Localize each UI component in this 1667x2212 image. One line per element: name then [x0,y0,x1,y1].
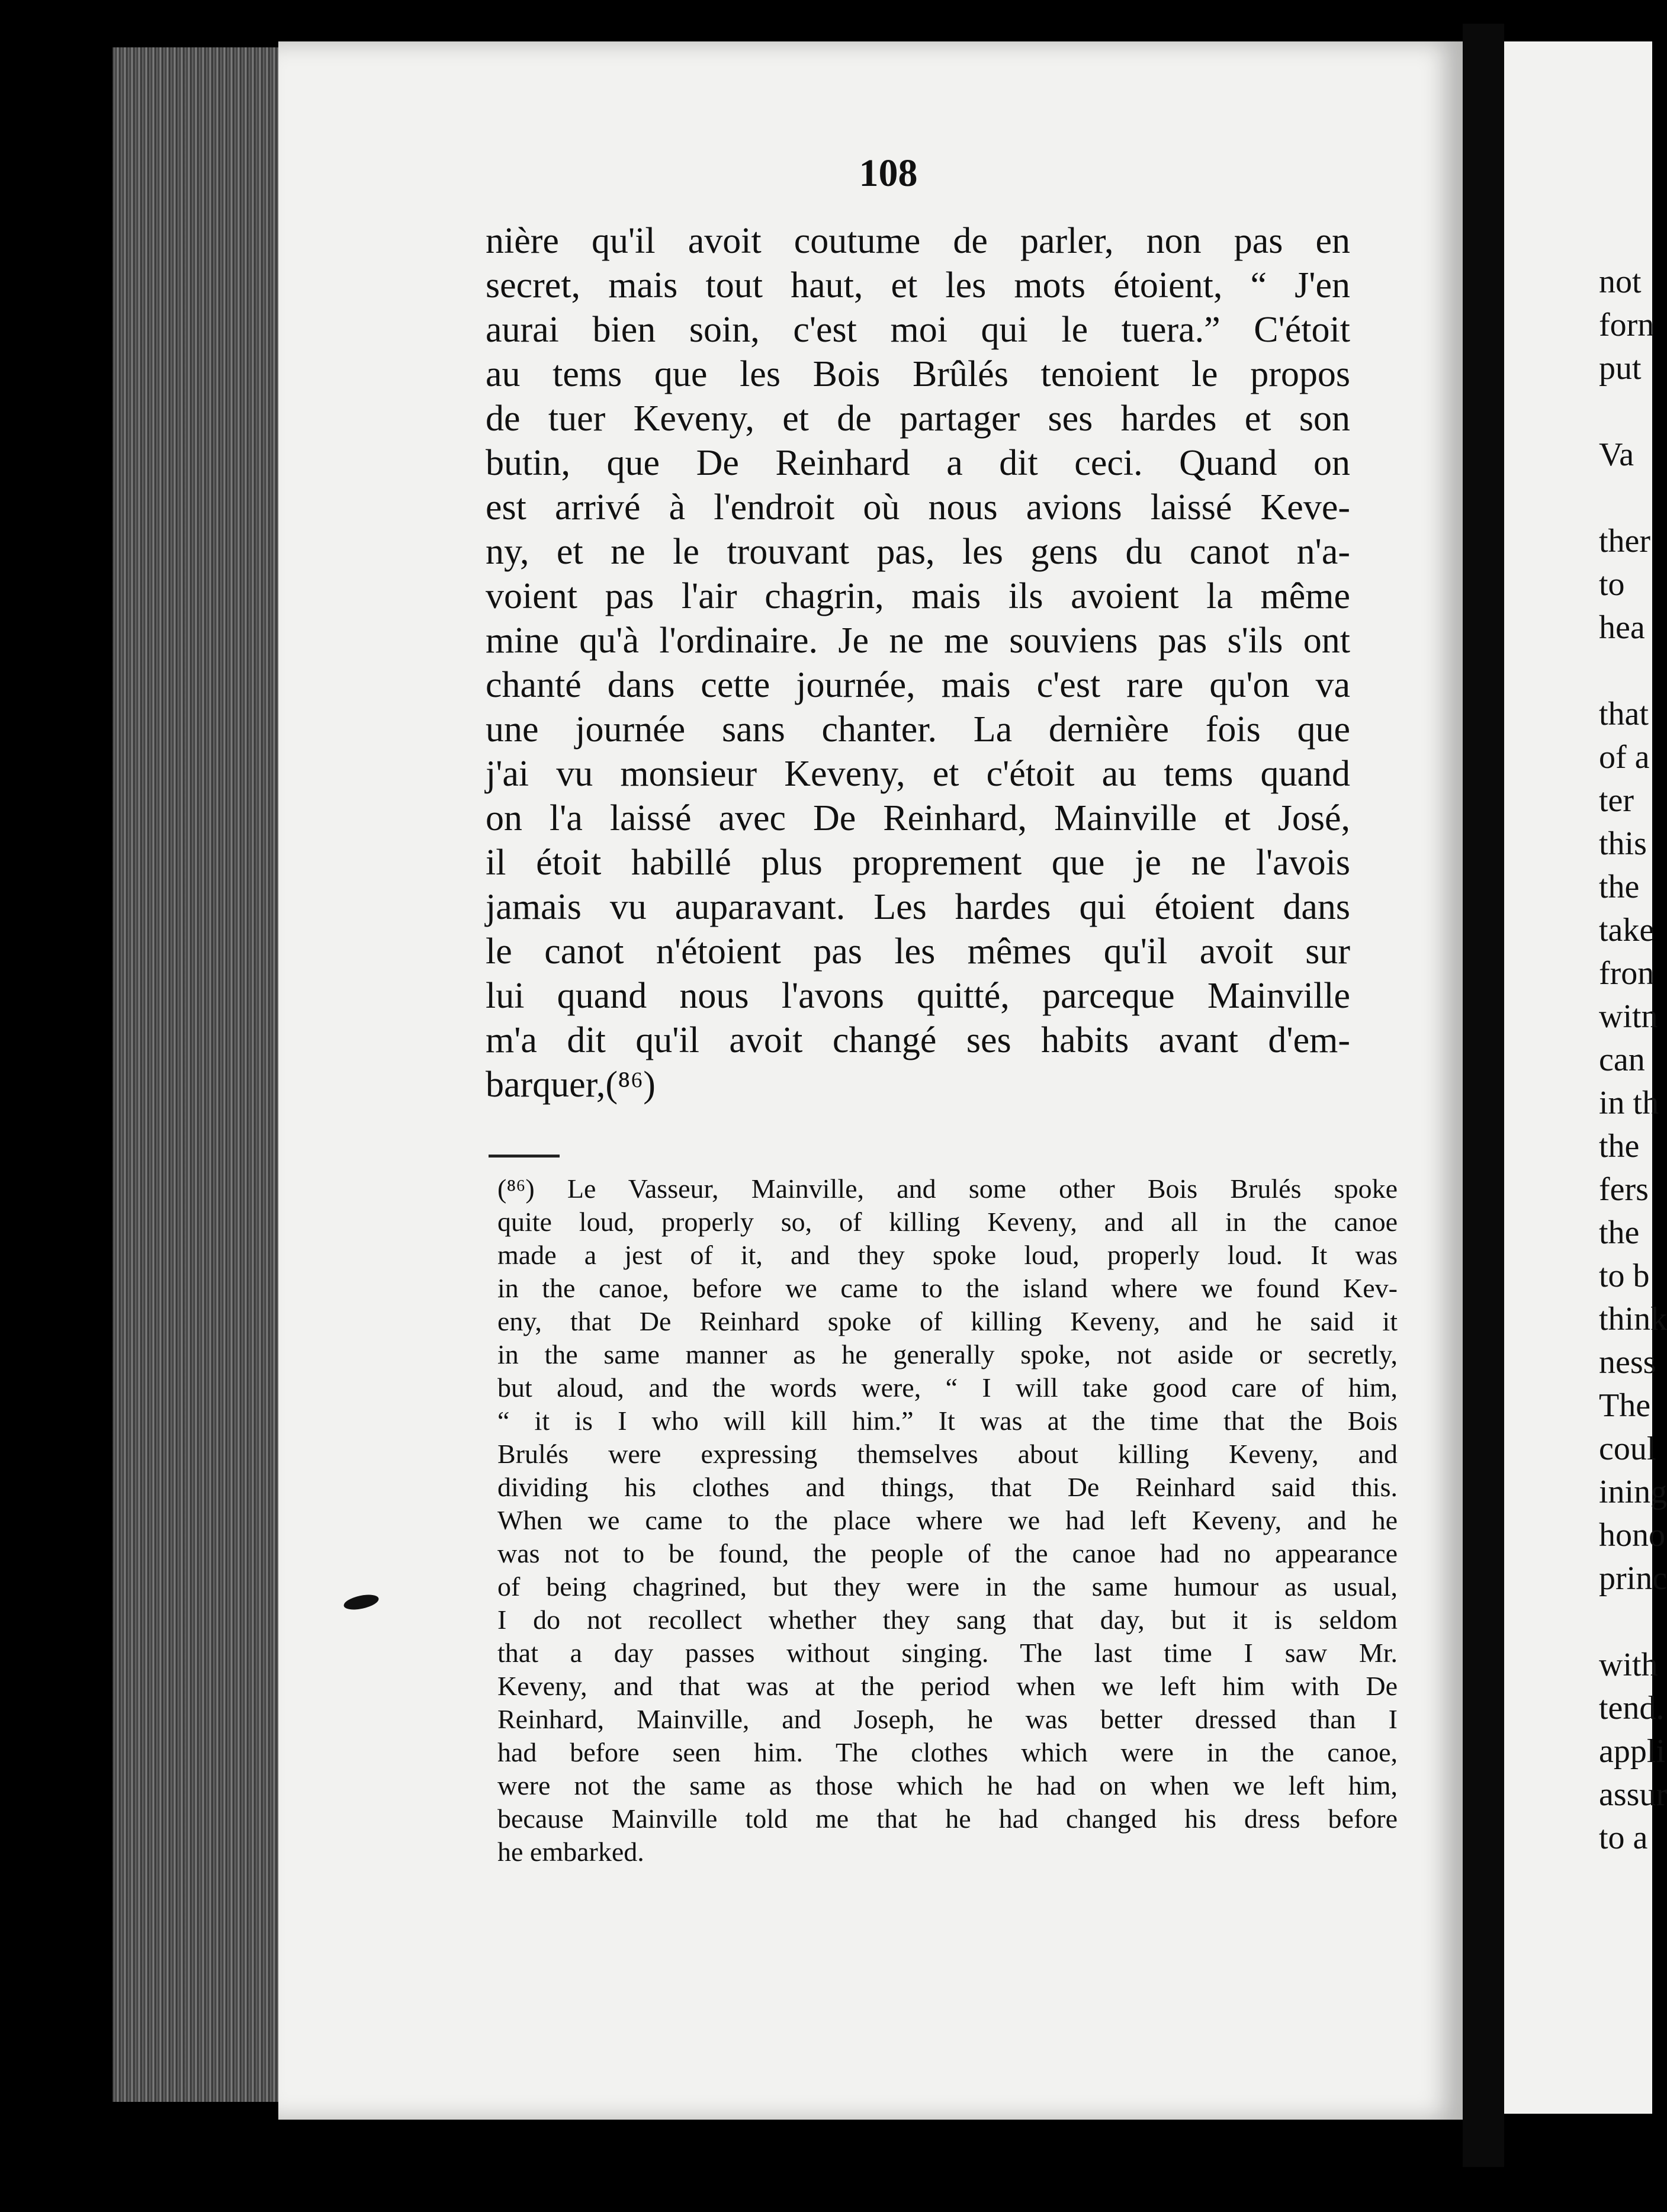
right-page-fragment: with [1599,1647,1658,1683]
book-gutter [1463,24,1504,2167]
right-page-fragment: to b [1599,1258,1650,1294]
main-text-line: il étoit habillé plus proprement que je ne l'avois [486,843,1350,883]
right-page-fragment: fron [1599,955,1655,992]
right-page-fragment: ining [1599,1474,1667,1510]
main-text-line: aurai bien soin, c'est moi qui le tuera.” C'étoit [486,310,1350,350]
right-page-fragment: Va [1599,436,1634,473]
footnote-line: I do not recollect whether they sang that day, but it is seldom [497,1605,1398,1635]
right-page-fragment: the [1599,1214,1640,1251]
main-text-line: j'ai vu monsieur Keveny, et c'étoit au tems quand [486,754,1350,794]
main-text-line: nière qu'il avoit coutume de parler, non pas en [486,221,1350,261]
main-text-line: est arrivé à l'endroit où nous avions laissé Keve- [486,487,1350,528]
footnote-line: had before seen him. The clothes which were in the canoe, [497,1737,1398,1767]
page-number: 108 [859,152,918,195]
right-page-fragment: to [1599,566,1625,603]
right-page-fragment: tend. [1599,1690,1665,1726]
right-page-fragment: ter [1599,782,1634,819]
right-page-fragment: princ [1599,1560,1667,1597]
footnote-line: Keveny, and that was at the period when we left him with De [497,1671,1398,1701]
main-text-line: de tuer Keveny, et de partager ses hardes et son [486,398,1350,439]
right-page-fragment [1599,390,1667,433]
footnote-line: made a jest of it, and they spoke loud, properly loud. It was [497,1240,1398,1270]
footnote-line: were not the same as those which he had on when we left him, [497,1770,1398,1801]
right-page-fragment: witn [1599,998,1658,1035]
right-page-fragment: The [1599,1387,1651,1424]
footnote-line: “ it is I who will kill him.” It was at the time that the Bois [497,1406,1398,1436]
footnote-block [497,1172,1398,1869]
right-page-fragment: ther [1599,523,1651,560]
footnote-line: that a day passes without singing. The last time I saw Mr. [497,1638,1398,1668]
right-page-fragment: coul [1599,1430,1656,1467]
right-page-fragment: assur [1599,1776,1667,1813]
right-page-fragment: take [1599,912,1655,949]
footnote-line: (⁸⁶) Le Vasseur, Mainville, and some other Bois Brulés spoke [497,1173,1398,1204]
main-text-line: chanté dans cette journée, mais c'est rare qu'on va [486,665,1350,705]
footnote-line: in the canoe, before we came to the island where we found Kev- [497,1273,1398,1303]
main-text-line: on l'a laissé avec De Reinhard, Mainville et José, [486,798,1350,838]
main-text-line: barquer,(⁸⁶) [486,1065,656,1105]
right-page-fragment: ness [1599,1344,1656,1381]
right-page-fragment: in th [1599,1085,1659,1121]
main-text-line: le canot n'étoient pas les mêmes qu'il avoit sur [486,931,1350,972]
footnote-line: of being chagrined, but they were in the same humour as usual, [497,1571,1398,1602]
main-text-line: voient pas l'air chagrin, mais ils avoient la même [486,576,1350,616]
right-page-fragment [1599,1600,1667,1644]
footnote-line: eny, that De Reinhard spoke of killing Keveny, and he said it [497,1306,1398,1336]
right-page-fragment [1599,650,1667,693]
right-page-fragment: think [1599,1301,1667,1338]
right-page-fragment [1599,477,1667,520]
main-text-line: une journée sans chanter. La dernière fois que [486,709,1350,750]
main-text-line: butin, que De Reinhard a dit ceci. Quand on [486,443,1350,483]
main-text-block [486,219,1350,1107]
footnote-line: was not to be found, the people of the canoe had no appearance [497,1538,1398,1568]
right-page-fragment: that [1599,696,1649,732]
main-text-line: au tems que les Bois Brûlés tenoient le propos [486,354,1350,394]
right-page-fragment: forn [1599,307,1655,343]
footnote-line: When we came to the place where we had left Keveny, and he [497,1505,1398,1535]
right-page-fragment: not [1599,263,1642,300]
footnote-rule [489,1155,560,1158]
right-page-fragment: hea [1599,609,1645,646]
footnote-line: quite loud, properly so, of killing Keveny, and all in the canoe [497,1207,1398,1237]
right-page-fragment: put [1599,350,1642,387]
footnote-line: Brulés were expressing themselves about killing Keveny, and [497,1439,1398,1469]
footnote-line: he embarked. [497,1837,644,1867]
page-edges [113,47,284,2102]
main-text-line: jamais vu auparavant. Les hardes qui étoient dans [486,887,1350,927]
right-page-fragment: the [1599,1128,1640,1165]
main-text-line: secret, mais tout haut, et les mots étoient, “ J'en [486,265,1350,306]
main-text-line: m'a dit qu'il avoit changé ses habits avant d'em- [486,1020,1350,1060]
footnote-line: but aloud, and the words were, “ I will take good care of him, [497,1372,1398,1403]
right-page-fragment: appli [1599,1733,1665,1770]
right-page-fragment: can [1599,1041,1645,1078]
main-text-line: mine qu'à l'ordinaire. Je ne me souviens pas s'ils ont [486,620,1350,661]
footnote-line: dividing his clothes and things, that De Reinhard said this. [497,1472,1398,1502]
right-page-fragment: fers [1599,1171,1649,1208]
main-text-line: lui quand nous l'avons quitté, parceque Mainville [486,976,1350,1016]
footnote-line: in the same manner as he generally spoke, not aside or secretly, [497,1339,1398,1369]
right-page-text [1599,261,1667,1860]
right-page-fragment: hono [1599,1517,1665,1554]
right-page-fragment: of a [1599,739,1650,776]
right-page-fragment: this [1599,825,1647,862]
footnote-line: because Mainville told me that he had changed his dress before [497,1803,1398,1834]
right-page-fragment: the [1599,869,1640,905]
right-page-fragment: to a [1599,1819,1648,1856]
main-text-line: ny, et ne le trouvant pas, les gens du canot n'a- [486,532,1350,572]
footnote-line: Reinhard, Mainville, and Joseph, he was better dressed than I [497,1704,1398,1734]
